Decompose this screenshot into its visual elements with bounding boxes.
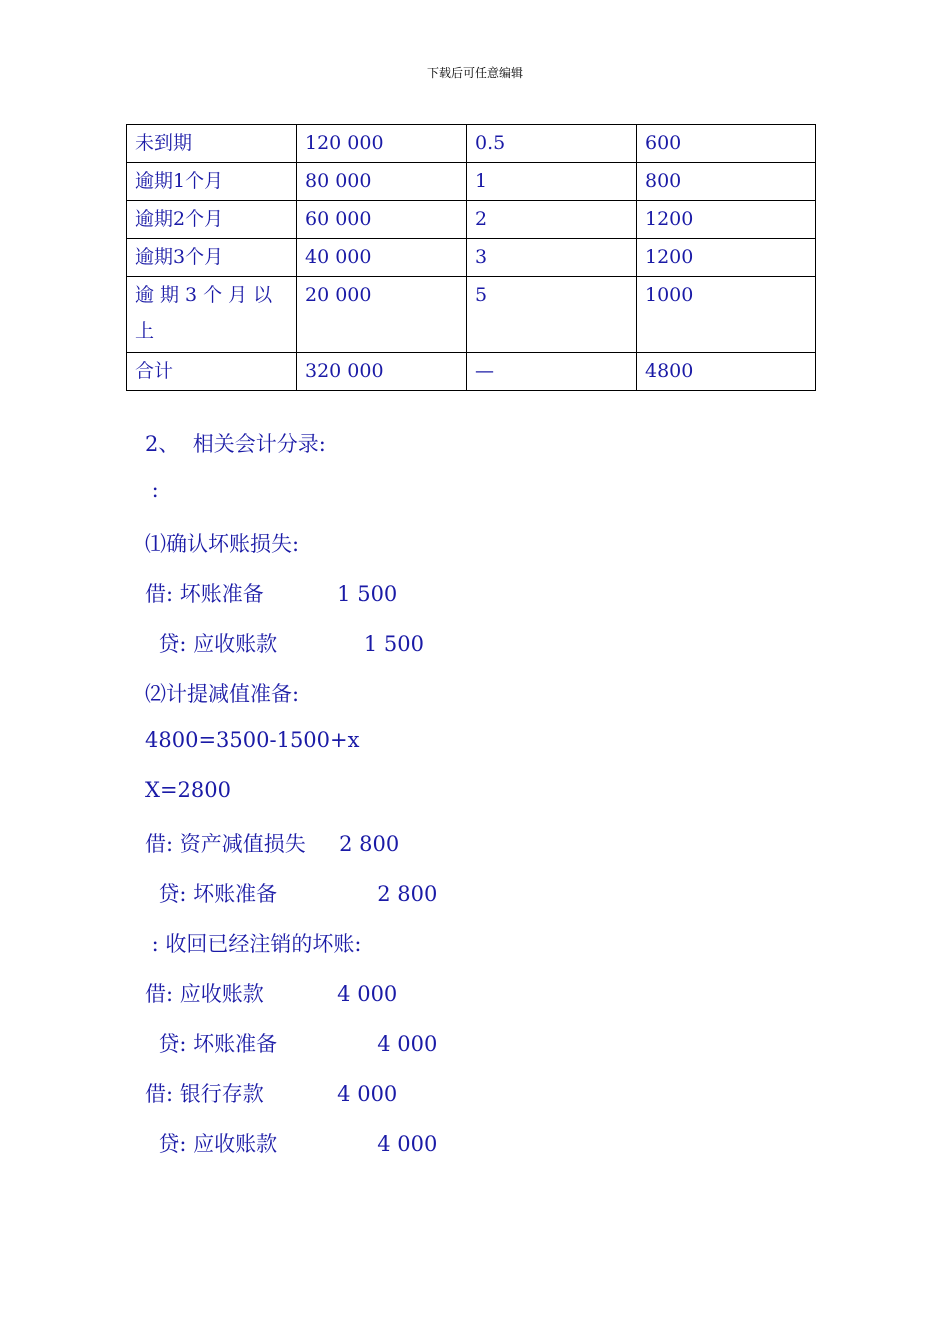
- table-cell: —: [467, 353, 637, 391]
- section-heading: 2、 相关会计分录:: [145, 432, 326, 456]
- table-cell: 1200: [637, 239, 816, 277]
- journal-entry-line: 贷: 应收账款 1 500: [145, 632, 424, 656]
- table-cell: 3: [467, 239, 637, 277]
- aging-table: [126, 124, 816, 391]
- journal-entry-line: 贷: 应收账款 4 000: [145, 1132, 438, 1156]
- journal-entry-line: 借: 应收账款 4 000: [145, 982, 398, 1006]
- text-line: : 收回已经注销的坏账:: [145, 932, 362, 956]
- journal-entry-line: 贷: 坏账准备 2 800: [145, 882, 438, 906]
- table-cell: 1: [467, 163, 637, 201]
- table-cell: 20 000: [297, 277, 467, 353]
- table-cell: 逾期1个月: [127, 163, 297, 201]
- formula-line: X=2800: [145, 778, 231, 802]
- table-cell: 逾期3个月以上: [127, 277, 297, 353]
- page-header: 下载后可任意编辑: [426, 66, 523, 80]
- table-cell: 合计: [127, 353, 297, 391]
- text-line: ⑵计提减值准备:: [145, 682, 300, 706]
- text-line: ⑴确认坏账损失:: [145, 532, 300, 556]
- table-cell: 4800: [637, 353, 816, 391]
- table-row: [127, 277, 816, 353]
- table-cell: 逾期3个月: [127, 239, 297, 277]
- table-cell: 2: [467, 201, 637, 239]
- table-cell: 逾期2个月: [127, 201, 297, 239]
- table-cell: 320 000: [297, 353, 467, 391]
- table-cell: 5: [467, 277, 637, 353]
- table-cell: 800: [637, 163, 816, 201]
- journal-entry-line: 借: 资产减值损失 2 800: [145, 832, 400, 856]
- table-cell: 80 000: [297, 163, 467, 201]
- table-row: [127, 239, 816, 277]
- table-cell: 1200: [637, 201, 816, 239]
- table-row: [127, 125, 816, 163]
- journal-entry-line: 借: 银行存款 4 000: [145, 1082, 398, 1106]
- journal-entry-line: 贷: 坏账准备 4 000: [145, 1032, 438, 1056]
- table-cell: 600: [637, 125, 816, 163]
- table-row: [127, 353, 816, 391]
- table-row: [127, 163, 816, 201]
- table-cell: 40 000: [297, 239, 467, 277]
- text-line: :: [145, 478, 159, 502]
- table-cell: 1000: [637, 277, 816, 353]
- table-cell: 120 000: [297, 125, 467, 163]
- table-cell: 未到期: [127, 125, 297, 163]
- table-cell: 60 000: [297, 201, 467, 239]
- journal-entry-line: 借: 坏账准备 1 500: [145, 582, 398, 606]
- table-cell: 0.5: [467, 125, 637, 163]
- formula-line: 4800=3500-1500+x: [145, 728, 360, 752]
- table-row: [127, 201, 816, 239]
